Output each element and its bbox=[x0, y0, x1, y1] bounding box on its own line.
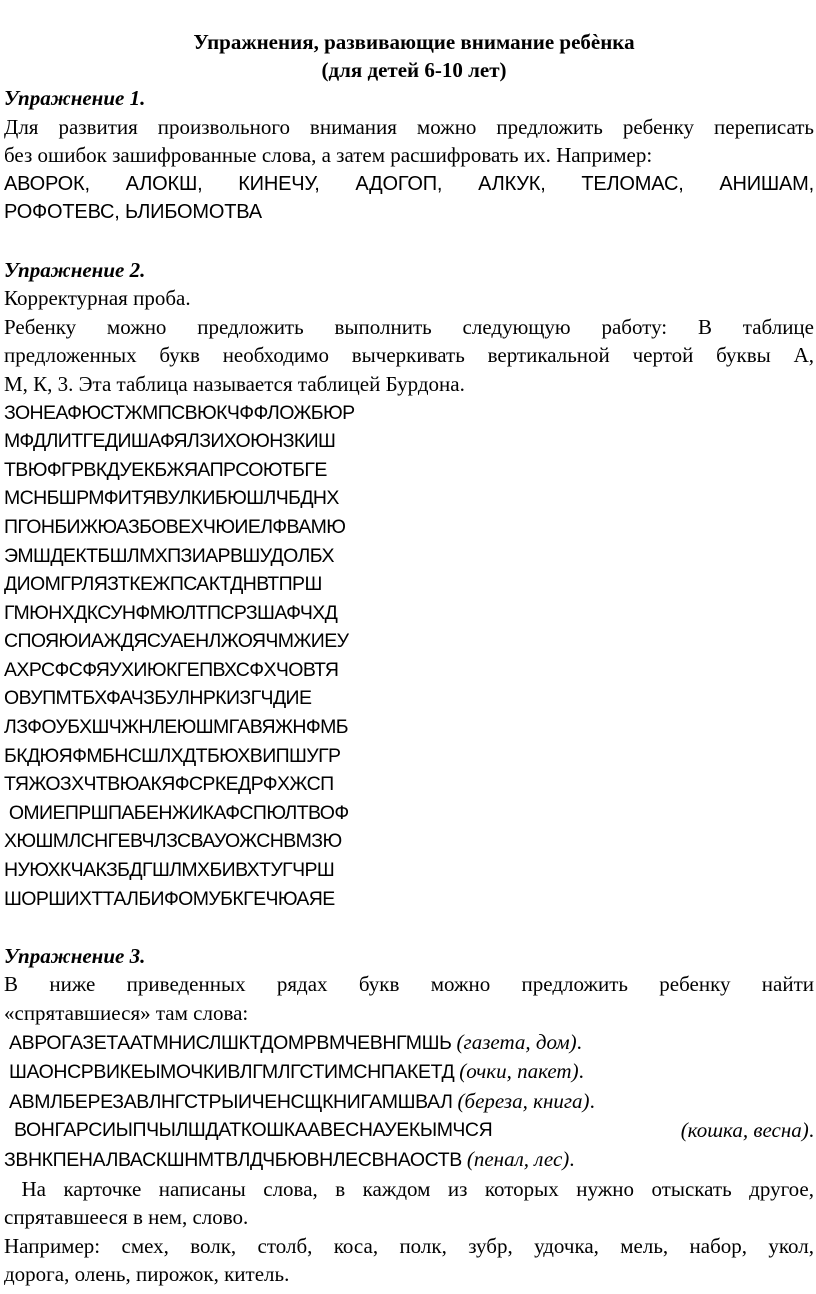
title-line-1: Упражнения, развивающие внимание ребѐнка bbox=[193, 30, 635, 54]
bourdon-row: ПГОНБИЖЮАЗБОВЕХЧЮИЕЛФВАМЮ bbox=[4, 515, 346, 538]
bourdon-table bbox=[4, 399, 814, 914]
bourdon-row: НУЮХКЧАКЗБДГШЛМХБИВХТУГЧРШ bbox=[4, 859, 335, 882]
sequence-letters: ШАОНСРВИКЕЫМОЧКИВЛГМЛГСТИМСНПАКЕТД bbox=[4, 1061, 460, 1084]
sequence-hint: (береза, книга) bbox=[457, 1088, 590, 1113]
exercise-2-text-line-3: М, К, 3. Эта таблица называется таблицей Бурдона. bbox=[4, 371, 465, 396]
bourdon-row: СПОЯЮИАЖДЯСУАЕНЛЖОЯЧМЖИЕУ bbox=[4, 630, 349, 653]
exercise-1-words-line-1: АВОРОК, АЛОКШ, КИНЕЧУ, АДОГОП, АЛКУК, ТЕЛОМАС, АНИШАМ, bbox=[4, 172, 814, 195]
exercise-1-words-line-2: РОФОТЕВС, ЬЛИБОМОТВА bbox=[4, 201, 262, 224]
bourdon-row: ХЮШМЛСНГЕВЧЛЗСВАУОЖСНВМЗЮ bbox=[4, 830, 342, 853]
exercise-1-text-line-2: без ошибок зашифрованные слова, а затем расшифровать их. Например: bbox=[4, 143, 653, 168]
sequence-hint: (кошка, весна) bbox=[680, 1118, 809, 1143]
sequence-letters: АВРОГАЗЕТААТМНИСЛШКТДОМРВМЧЕВНГМШЬ bbox=[4, 1031, 457, 1054]
exercise-1-text-line-1: Для развития произвольного внимания можно предложить ребенку переписать bbox=[4, 114, 814, 139]
exercise-1 bbox=[4, 84, 814, 227]
bourdon-row: БКДЮЯФМБНСШЛХДТБЮХВИПШУГР bbox=[4, 744, 341, 767]
exercise-2 bbox=[4, 256, 814, 914]
card-text-line-1: На карточке написаны слова, в каждом из которых нужно отыскать другое, bbox=[4, 1176, 814, 1201]
sequence-hint: (пенал, лес) bbox=[466, 1146, 570, 1171]
letter-sequence bbox=[4, 1145, 814, 1175]
card-text-line-2: спрятавшееся в нем, слово. bbox=[4, 1205, 249, 1230]
bourdon-row: ЭМШДЕКТБШЛМХПЗИАРВШУДОЛБХ bbox=[4, 544, 334, 567]
bourdon-row: ГМЮНХДКСУНФМЮЛТПСРЗШАФЧХД bbox=[4, 601, 338, 624]
sequence-letters: ВОНГАРСИЫПЧЫЛШДАТКОШКААВЕСНАУЕКЫМЧСЯ bbox=[4, 1119, 498, 1142]
exercise-2-heading: Упражнение 2. bbox=[4, 257, 146, 282]
letter-sequence bbox=[4, 1116, 814, 1145]
letter-sequence bbox=[4, 1087, 814, 1117]
sequence-tail: . bbox=[576, 1029, 582, 1054]
bourdon-row: ЗОНЕАФЮСТЖМПСВЮКЧФФЛОЖБЮР bbox=[4, 401, 355, 424]
sequence-hint: (очки, пакет) bbox=[459, 1059, 579, 1084]
exercise-3-intro-line-2: «спрятавшиеся» там слова: bbox=[4, 1001, 249, 1025]
bourdon-row: АХРСФСФЯУХИЮКГЕПВХСФХЧОВТЯ bbox=[4, 658, 339, 681]
bourdon-row: МСНБШРМФИТЯВУЛКИБЮШЛЧБДНХ bbox=[4, 487, 339, 510]
example-line-2: дорога, олень, пирожок, китель. bbox=[4, 1262, 290, 1287]
bourdon-row: ОВУПМТБХФАЧЗБУЛНРКИЗГЧДИЕ bbox=[4, 687, 312, 710]
bourdon-row: ТВЮФГРВКДУЕКБЖЯАПРСОЮТБГЕ bbox=[4, 458, 327, 481]
spacer bbox=[4, 227, 814, 256]
exercise-1-heading: Упражнение 1. bbox=[4, 86, 146, 110]
bourdon-row: МФДЛИТГЕДИШАФЯЛЗИХОЮНЗКИШ bbox=[4, 430, 336, 453]
bourdon-row: ОМИЕПРШПАБЕНЖИКАФСПЮЛТВОФ bbox=[4, 801, 349, 824]
sequence-tail: . bbox=[589, 1088, 595, 1113]
document-title bbox=[4, 28, 814, 84]
exercise-2-text-line-1: Ребенку можно предложить выполнить следующую работу: В таблице bbox=[4, 314, 814, 339]
spacer bbox=[4, 913, 814, 942]
bourdon-row: ЛЗФОУБХШЧЖНЛЕЮШМГАВЯЖНФМБ bbox=[4, 716, 348, 739]
exercise-2-text-line-2: предложенных букв необходимо вычеркивать вертикальной чертой буквы А, bbox=[4, 343, 814, 368]
sequence-tail: . bbox=[578, 1059, 584, 1084]
bourdon-row: ДИОМГРЛЯЗТКЕЖПСАКТДНВТПРШ bbox=[4, 573, 322, 596]
exercise-3-intro-line-1: В ниже приведенных рядах букв можно предложить ребенку найти bbox=[4, 972, 814, 997]
title-line-2: (для детей 6-10 лет) bbox=[321, 58, 507, 82]
sequence-letters: АВМЛБЕРЕЗАВЛНГСТРЫИЧЕНСЩКНИГАМШВАЛ bbox=[4, 1090, 458, 1113]
bourdon-row: ШОРШИХТТАЛБИФОМУБКГЕЧЮАЯЕ bbox=[4, 887, 335, 910]
sequence-tail: . bbox=[569, 1146, 575, 1171]
exercise-3 bbox=[4, 942, 814, 1289]
sequence-tail: . bbox=[808, 1118, 814, 1143]
sequence-hint: (газета, дом) bbox=[456, 1029, 577, 1054]
letter-sequence bbox=[4, 1057, 814, 1087]
exercise-2-subtitle: Корректурная проба. bbox=[4, 286, 191, 311]
letter-sequence bbox=[4, 1028, 814, 1058]
document-page bbox=[4, 28, 814, 1289]
sequence-letters: ЗВНКПЕНАЛВАСКШНМТВЛДЧБЮВНЛЕСВНАОСТВ bbox=[4, 1148, 467, 1171]
example-line-1: Например: смех, волк, столб, коса, полк, зубр, удочка, мель, набор, укол, bbox=[4, 1233, 814, 1258]
exercise-3-heading: Упражнение 3. bbox=[4, 943, 146, 968]
bourdon-row: ТЯЖОЗХЧТВЮАКЯФСРКЕДРФХЖСП bbox=[4, 773, 334, 796]
